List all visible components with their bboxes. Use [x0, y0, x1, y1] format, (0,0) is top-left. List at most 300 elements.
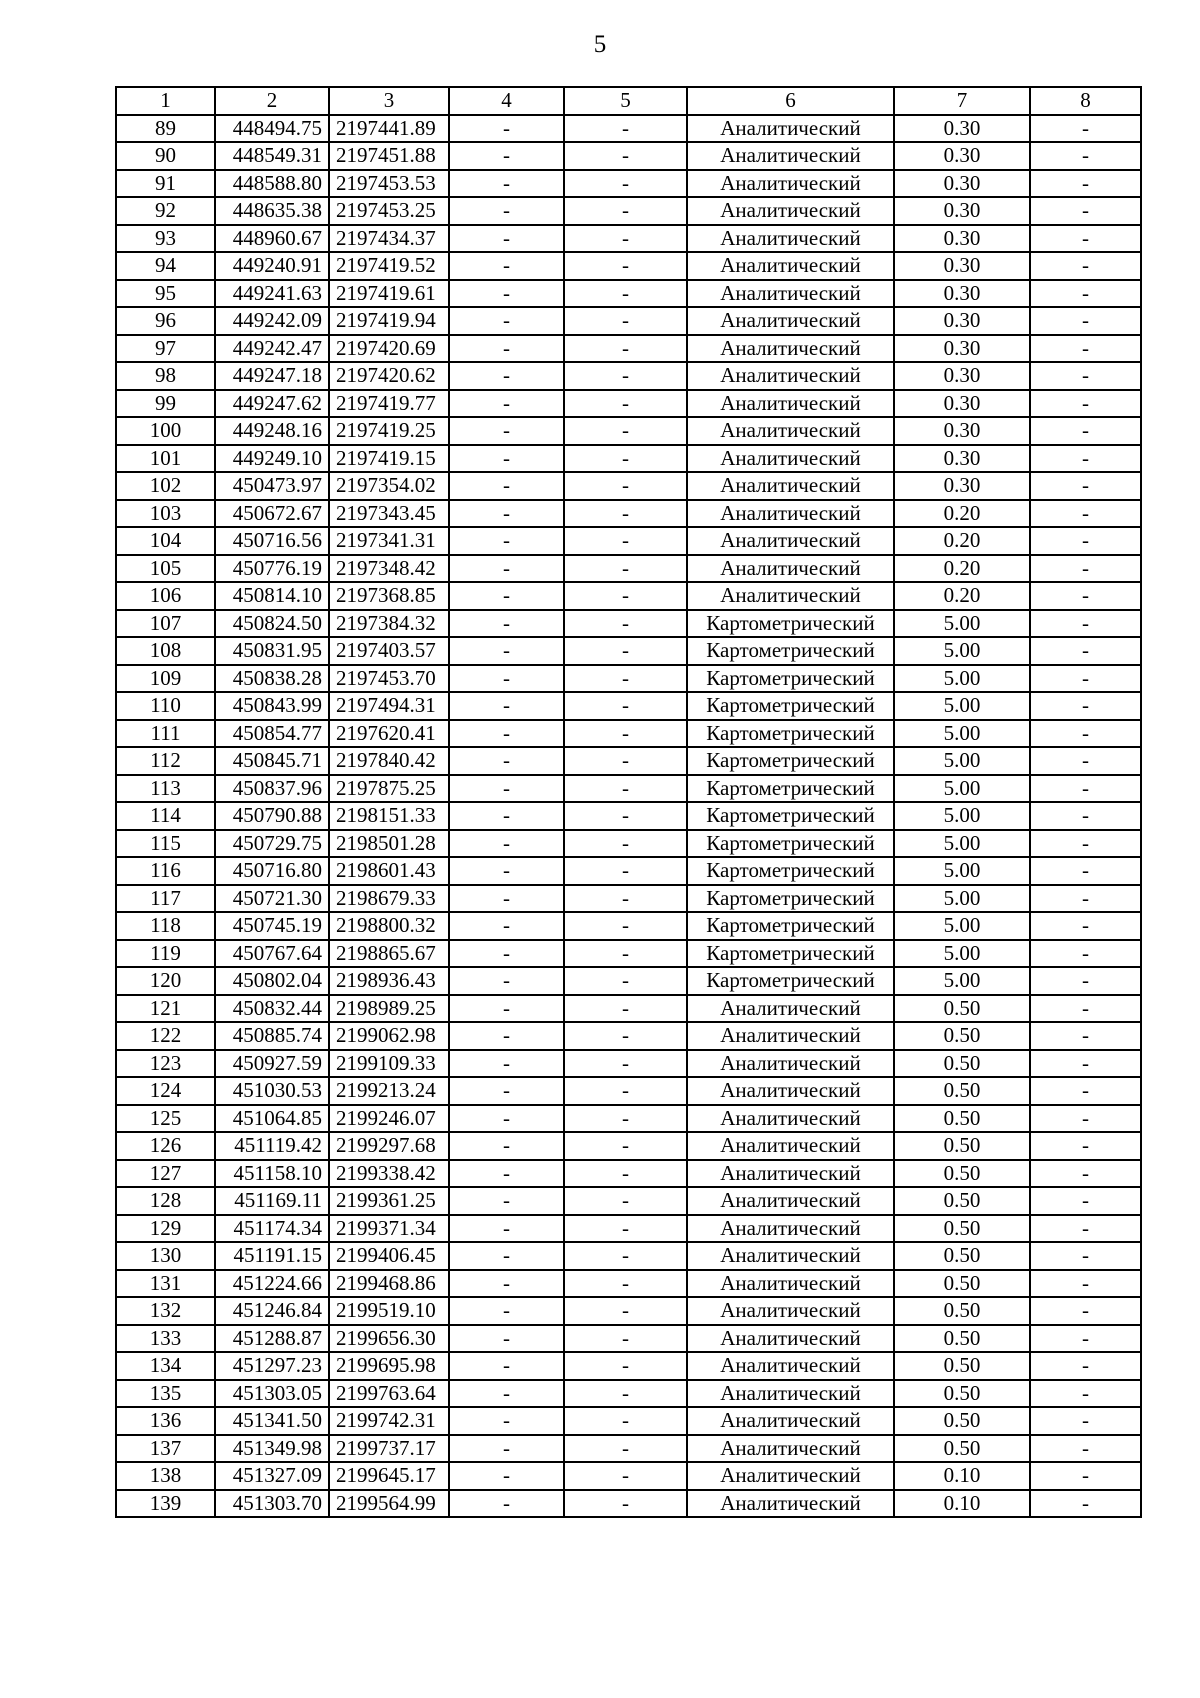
method-cell: Аналитический	[687, 170, 894, 198]
precision-cell: 0.20	[894, 582, 1030, 610]
col-8-cell: -	[1030, 775, 1141, 803]
y-coordinate-cell: 2199519.10	[329, 1297, 449, 1325]
y-coordinate-cell: 2199656.30	[329, 1325, 449, 1353]
table-row	[116, 1215, 1141, 1243]
col-4-cell: -	[449, 362, 564, 390]
x-coordinate-cell: 451119.42	[215, 1132, 329, 1160]
header-cell: 2	[215, 87, 329, 115]
precision-cell: 5.00	[894, 802, 1030, 830]
col-8-cell: -	[1030, 1050, 1141, 1078]
col-8-cell: -	[1030, 610, 1141, 638]
y-coordinate-cell: 2199742.31	[329, 1407, 449, 1435]
method-cell: Аналитический	[687, 1132, 894, 1160]
method-cell: Аналитический	[687, 1077, 894, 1105]
col-4-cell: -	[449, 1187, 564, 1215]
table-row	[116, 1050, 1141, 1078]
precision-cell: 5.00	[894, 885, 1030, 913]
y-coordinate-cell: 2197348.42	[329, 555, 449, 583]
table-row	[116, 527, 1141, 555]
col-5-cell: -	[564, 362, 687, 390]
col-4-cell: -	[449, 1462, 564, 1490]
point-number-cell: 92	[116, 197, 215, 225]
x-coordinate-cell: 450729.75	[215, 830, 329, 858]
precision-cell: 0.10	[894, 1490, 1030, 1518]
col-4-cell: -	[449, 802, 564, 830]
table-row	[116, 995, 1141, 1023]
col-4-cell: -	[449, 885, 564, 913]
point-number-cell: 128	[116, 1187, 215, 1215]
point-number-cell: 108	[116, 637, 215, 665]
table-row	[116, 555, 1141, 583]
col-8-cell: -	[1030, 1242, 1141, 1270]
col-4-cell: -	[449, 830, 564, 858]
point-number-cell: 91	[116, 170, 215, 198]
point-number-cell: 126	[116, 1132, 215, 1160]
x-coordinate-cell: 451169.11	[215, 1187, 329, 1215]
precision-cell: 5.00	[894, 967, 1030, 995]
y-coordinate-cell: 2198151.33	[329, 802, 449, 830]
point-number-cell: 101	[116, 445, 215, 473]
col-4-cell: -	[449, 747, 564, 775]
col-5-cell: -	[564, 940, 687, 968]
precision-cell: 5.00	[894, 637, 1030, 665]
point-number-cell: 122	[116, 1022, 215, 1050]
col-5-cell: -	[564, 1022, 687, 1050]
col-5-cell: -	[564, 197, 687, 225]
table-row	[116, 142, 1141, 170]
precision-cell: 0.30	[894, 170, 1030, 198]
col-8-cell: -	[1030, 940, 1141, 968]
method-cell: Аналитический	[687, 1105, 894, 1133]
y-coordinate-cell: 2197453.70	[329, 665, 449, 693]
col-8-cell: -	[1030, 170, 1141, 198]
col-4-cell: -	[449, 1242, 564, 1270]
table-row	[116, 665, 1141, 693]
point-number-cell: 114	[116, 802, 215, 830]
precision-cell: 0.30	[894, 197, 1030, 225]
x-coordinate-cell: 451174.34	[215, 1215, 329, 1243]
x-coordinate-cell: 450721.30	[215, 885, 329, 913]
table-row	[116, 1270, 1141, 1298]
col-5-cell: -	[564, 225, 687, 253]
method-cell: Картометрический	[687, 857, 894, 885]
col-4-cell: -	[449, 252, 564, 280]
x-coordinate-cell: 448960.67	[215, 225, 329, 253]
precision-cell: 0.30	[894, 307, 1030, 335]
precision-cell: 5.00	[894, 830, 1030, 858]
x-coordinate-cell: 450832.44	[215, 995, 329, 1023]
col-5-cell: -	[564, 582, 687, 610]
col-4-cell: -	[449, 472, 564, 500]
y-coordinate-cell: 2199109.33	[329, 1050, 449, 1078]
col-8-cell: -	[1030, 362, 1141, 390]
method-cell: Аналитический	[687, 335, 894, 363]
method-cell: Картометрический	[687, 775, 894, 803]
method-cell: Картометрический	[687, 940, 894, 968]
precision-cell: 0.30	[894, 280, 1030, 308]
col-4-cell: -	[449, 1270, 564, 1298]
col-8-cell: -	[1030, 500, 1141, 528]
precision-cell: 0.50	[894, 1215, 1030, 1243]
table-row	[116, 1490, 1141, 1518]
col-5-cell: -	[564, 1435, 687, 1463]
col-8-cell: -	[1030, 967, 1141, 995]
x-coordinate-cell: 451288.87	[215, 1325, 329, 1353]
y-coordinate-cell: 2198679.33	[329, 885, 449, 913]
col-4-cell: -	[449, 527, 564, 555]
table-row	[116, 1325, 1141, 1353]
header-cell: 5	[564, 87, 687, 115]
method-cell: Аналитический	[687, 252, 894, 280]
table-row	[116, 857, 1141, 885]
col-5-cell: -	[564, 390, 687, 418]
col-4-cell: -	[449, 1050, 564, 1078]
x-coordinate-cell: 449248.16	[215, 417, 329, 445]
col-8-cell: -	[1030, 390, 1141, 418]
point-number-cell: 118	[116, 912, 215, 940]
x-coordinate-cell: 449242.09	[215, 307, 329, 335]
method-cell: Картометрический	[687, 692, 894, 720]
point-number-cell: 96	[116, 307, 215, 335]
point-number-cell: 124	[116, 1077, 215, 1105]
precision-cell: 0.50	[894, 995, 1030, 1023]
table-row	[116, 1297, 1141, 1325]
table-row	[116, 967, 1141, 995]
x-coordinate-cell: 450854.77	[215, 720, 329, 748]
point-number-cell: 116	[116, 857, 215, 885]
col-4-cell: -	[449, 307, 564, 335]
point-number-cell: 113	[116, 775, 215, 803]
precision-cell: 0.30	[894, 390, 1030, 418]
col-5-cell: -	[564, 555, 687, 583]
precision-cell: 0.50	[894, 1270, 1030, 1298]
point-number-cell: 120	[116, 967, 215, 995]
col-4-cell: -	[449, 1490, 564, 1518]
y-coordinate-cell: 2198936.43	[329, 967, 449, 995]
y-coordinate-cell: 2197419.94	[329, 307, 449, 335]
y-coordinate-cell: 2198865.67	[329, 940, 449, 968]
precision-cell: 0.20	[894, 527, 1030, 555]
y-coordinate-cell: 2197875.25	[329, 775, 449, 803]
col-8-cell: -	[1030, 472, 1141, 500]
col-5-cell: -	[564, 720, 687, 748]
col-8-cell: -	[1030, 857, 1141, 885]
method-cell: Аналитический	[687, 555, 894, 583]
precision-cell: 0.30	[894, 472, 1030, 500]
y-coordinate-cell: 2199645.17	[329, 1462, 449, 1490]
x-coordinate-cell: 448494.75	[215, 115, 329, 143]
point-number-cell: 131	[116, 1270, 215, 1298]
table-row	[116, 1105, 1141, 1133]
col-4-cell: -	[449, 1215, 564, 1243]
coordinates-table	[115, 86, 1142, 1518]
x-coordinate-cell: 451246.84	[215, 1297, 329, 1325]
precision-cell: 0.50	[894, 1407, 1030, 1435]
col-8-cell: -	[1030, 802, 1141, 830]
col-8-cell: -	[1030, 225, 1141, 253]
method-cell: Аналитический	[687, 1435, 894, 1463]
precision-cell: 0.50	[894, 1435, 1030, 1463]
col-5-cell: -	[564, 857, 687, 885]
table-row	[116, 197, 1141, 225]
table-row	[116, 1187, 1141, 1215]
table-row	[116, 775, 1141, 803]
table-row	[116, 1132, 1141, 1160]
table-row	[116, 445, 1141, 473]
table-row	[116, 1022, 1141, 1050]
col-8-cell: -	[1030, 307, 1141, 335]
table-row	[116, 1242, 1141, 1270]
col-8-cell: -	[1030, 1325, 1141, 1353]
header-cell: 7	[894, 87, 1030, 115]
x-coordinate-cell: 450843.99	[215, 692, 329, 720]
precision-cell: 5.00	[894, 747, 1030, 775]
col-5-cell: -	[564, 967, 687, 995]
header-cell: 4	[449, 87, 564, 115]
col-8-cell: -	[1030, 1297, 1141, 1325]
table-body	[116, 115, 1141, 1518]
x-coordinate-cell: 451297.23	[215, 1352, 329, 1380]
col-4-cell: -	[449, 197, 564, 225]
col-5-cell: -	[564, 1462, 687, 1490]
precision-cell: 0.50	[894, 1187, 1030, 1215]
y-coordinate-cell: 2197419.77	[329, 390, 449, 418]
col-4-cell: -	[449, 1105, 564, 1133]
precision-cell: 0.20	[894, 555, 1030, 583]
method-cell: Аналитический	[687, 197, 894, 225]
point-number-cell: 125	[116, 1105, 215, 1133]
col-4-cell: -	[449, 692, 564, 720]
y-coordinate-cell: 2197451.88	[329, 142, 449, 170]
point-number-cell: 94	[116, 252, 215, 280]
x-coordinate-cell: 450802.04	[215, 967, 329, 995]
table-row	[116, 1352, 1141, 1380]
col-8-cell: -	[1030, 1105, 1141, 1133]
table-row	[116, 830, 1141, 858]
point-number-cell: 93	[116, 225, 215, 253]
method-cell: Аналитический	[687, 1462, 894, 1490]
col-5-cell: -	[564, 1105, 687, 1133]
point-number-cell: 139	[116, 1490, 215, 1518]
y-coordinate-cell: 2199297.68	[329, 1132, 449, 1160]
x-coordinate-cell: 451341.50	[215, 1407, 329, 1435]
point-number-cell: 127	[116, 1160, 215, 1188]
method-cell: Аналитический	[687, 1297, 894, 1325]
header-cell: 6	[687, 87, 894, 115]
x-coordinate-cell: 449240.91	[215, 252, 329, 280]
method-cell: Аналитический	[687, 307, 894, 335]
header-row	[116, 87, 1141, 115]
method-cell: Аналитический	[687, 115, 894, 143]
col-4-cell: -	[449, 1022, 564, 1050]
precision-cell: 0.30	[894, 445, 1030, 473]
table-row	[116, 637, 1141, 665]
col-8-cell: -	[1030, 912, 1141, 940]
x-coordinate-cell: 451303.05	[215, 1380, 329, 1408]
method-cell: Картометрический	[687, 665, 894, 693]
col-8-cell: -	[1030, 1187, 1141, 1215]
y-coordinate-cell: 2197453.25	[329, 197, 449, 225]
point-number-cell: 137	[116, 1435, 215, 1463]
table-row	[116, 1077, 1141, 1105]
table-row	[116, 1380, 1141, 1408]
header-cell: 1	[116, 87, 215, 115]
col-4-cell: -	[449, 995, 564, 1023]
precision-cell: 5.00	[894, 940, 1030, 968]
col-4-cell: -	[449, 665, 564, 693]
y-coordinate-cell: 2199246.07	[329, 1105, 449, 1133]
precision-cell: 0.50	[894, 1022, 1030, 1050]
y-coordinate-cell: 2197343.45	[329, 500, 449, 528]
col-4-cell: -	[449, 390, 564, 418]
col-8-cell: -	[1030, 1352, 1141, 1380]
table-row	[116, 472, 1141, 500]
col-5-cell: -	[564, 527, 687, 555]
col-5-cell: -	[564, 1132, 687, 1160]
col-5-cell: -	[564, 610, 687, 638]
x-coordinate-cell: 450837.96	[215, 775, 329, 803]
page-number: 5	[593, 31, 607, 58]
y-coordinate-cell: 2197419.25	[329, 417, 449, 445]
col-4-cell: -	[449, 280, 564, 308]
precision-cell: 5.00	[894, 610, 1030, 638]
y-coordinate-cell: 2197494.31	[329, 692, 449, 720]
method-cell: Картометрический	[687, 720, 894, 748]
x-coordinate-cell: 448635.38	[215, 197, 329, 225]
point-number-cell: 121	[116, 995, 215, 1023]
precision-cell: 5.00	[894, 720, 1030, 748]
table-row	[116, 802, 1141, 830]
table-row	[116, 252, 1141, 280]
col-8-cell: -	[1030, 885, 1141, 913]
table-row	[116, 307, 1141, 335]
col-5-cell: -	[564, 1297, 687, 1325]
col-4-cell: -	[449, 940, 564, 968]
method-cell: Картометрический	[687, 885, 894, 913]
point-number-cell: 105	[116, 555, 215, 583]
col-8-cell: -	[1030, 1022, 1141, 1050]
y-coordinate-cell: 2199213.24	[329, 1077, 449, 1105]
col-5-cell: -	[564, 802, 687, 830]
col-5-cell: -	[564, 1215, 687, 1243]
x-coordinate-cell: 449247.18	[215, 362, 329, 390]
y-coordinate-cell: 2197403.57	[329, 637, 449, 665]
y-coordinate-cell: 2197840.42	[329, 747, 449, 775]
y-coordinate-cell: 2197341.31	[329, 527, 449, 555]
x-coordinate-cell: 450767.64	[215, 940, 329, 968]
col-5-cell: -	[564, 445, 687, 473]
col-4-cell: -	[449, 417, 564, 445]
col-8-cell: -	[1030, 1380, 1141, 1408]
y-coordinate-cell: 2197620.41	[329, 720, 449, 748]
point-number-cell: 138	[116, 1462, 215, 1490]
col-8-cell: -	[1030, 995, 1141, 1023]
col-5-cell: -	[564, 1050, 687, 1078]
table-row	[116, 417, 1141, 445]
col-8-cell: -	[1030, 582, 1141, 610]
header-cell: 8	[1030, 87, 1141, 115]
col-5-cell: -	[564, 665, 687, 693]
y-coordinate-cell: 2199338.42	[329, 1160, 449, 1188]
col-5-cell: -	[564, 472, 687, 500]
method-cell: Аналитический	[687, 1022, 894, 1050]
x-coordinate-cell: 450814.10	[215, 582, 329, 610]
precision-cell: 0.50	[894, 1160, 1030, 1188]
col-5-cell: -	[564, 885, 687, 913]
method-cell: Картометрический	[687, 610, 894, 638]
x-coordinate-cell: 450927.59	[215, 1050, 329, 1078]
col-4-cell: -	[449, 1407, 564, 1435]
method-cell: Аналитический	[687, 1270, 894, 1298]
table-row	[116, 912, 1141, 940]
col-5-cell: -	[564, 1270, 687, 1298]
method-cell: Картометрический	[687, 802, 894, 830]
method-cell: Картометрический	[687, 830, 894, 858]
precision-cell: 0.50	[894, 1077, 1030, 1105]
col-4-cell: -	[449, 1435, 564, 1463]
precision-cell: 0.30	[894, 335, 1030, 363]
point-number-cell: 100	[116, 417, 215, 445]
point-number-cell: 115	[116, 830, 215, 858]
col-4-cell: -	[449, 1325, 564, 1353]
method-cell: Аналитический	[687, 1050, 894, 1078]
col-4-cell: -	[449, 610, 564, 638]
col-4-cell: -	[449, 335, 564, 363]
y-coordinate-cell: 2199406.45	[329, 1242, 449, 1270]
precision-cell: 5.00	[894, 857, 1030, 885]
x-coordinate-cell: 450776.19	[215, 555, 329, 583]
col-5-cell: -	[564, 1160, 687, 1188]
method-cell: Аналитический	[687, 1380, 894, 1408]
col-4-cell: -	[449, 1077, 564, 1105]
precision-cell: 0.50	[894, 1132, 1030, 1160]
col-8-cell: -	[1030, 445, 1141, 473]
col-5-cell: -	[564, 692, 687, 720]
x-coordinate-cell: 449242.47	[215, 335, 329, 363]
x-coordinate-cell: 449247.62	[215, 390, 329, 418]
col-4-cell: -	[449, 142, 564, 170]
col-4-cell: -	[449, 1380, 564, 1408]
col-8-cell: -	[1030, 417, 1141, 445]
point-number-cell: 110	[116, 692, 215, 720]
method-cell: Аналитический	[687, 280, 894, 308]
table-row	[116, 1160, 1141, 1188]
table-row	[116, 885, 1141, 913]
y-coordinate-cell: 2197419.52	[329, 252, 449, 280]
point-number-cell: 134	[116, 1352, 215, 1380]
point-number-cell: 129	[116, 1215, 215, 1243]
x-coordinate-cell: 450473.97	[215, 472, 329, 500]
y-coordinate-cell: 2198501.28	[329, 830, 449, 858]
precision-cell: 5.00	[894, 912, 1030, 940]
x-coordinate-cell: 448588.80	[215, 170, 329, 198]
x-coordinate-cell: 451191.15	[215, 1242, 329, 1270]
x-coordinate-cell: 449249.10	[215, 445, 329, 473]
col-8-cell: -	[1030, 1462, 1141, 1490]
y-coordinate-cell: 2197441.89	[329, 115, 449, 143]
method-cell: Аналитический	[687, 582, 894, 610]
x-coordinate-cell: 450790.88	[215, 802, 329, 830]
point-number-cell: 99	[116, 390, 215, 418]
y-coordinate-cell: 2197354.02	[329, 472, 449, 500]
y-coordinate-cell: 2198989.25	[329, 995, 449, 1023]
col-4-cell: -	[449, 170, 564, 198]
col-4-cell: -	[449, 1160, 564, 1188]
method-cell: Аналитический	[687, 1490, 894, 1518]
method-cell: Аналитический	[687, 445, 894, 473]
col-4-cell: -	[449, 1352, 564, 1380]
point-number-cell: 102	[116, 472, 215, 500]
